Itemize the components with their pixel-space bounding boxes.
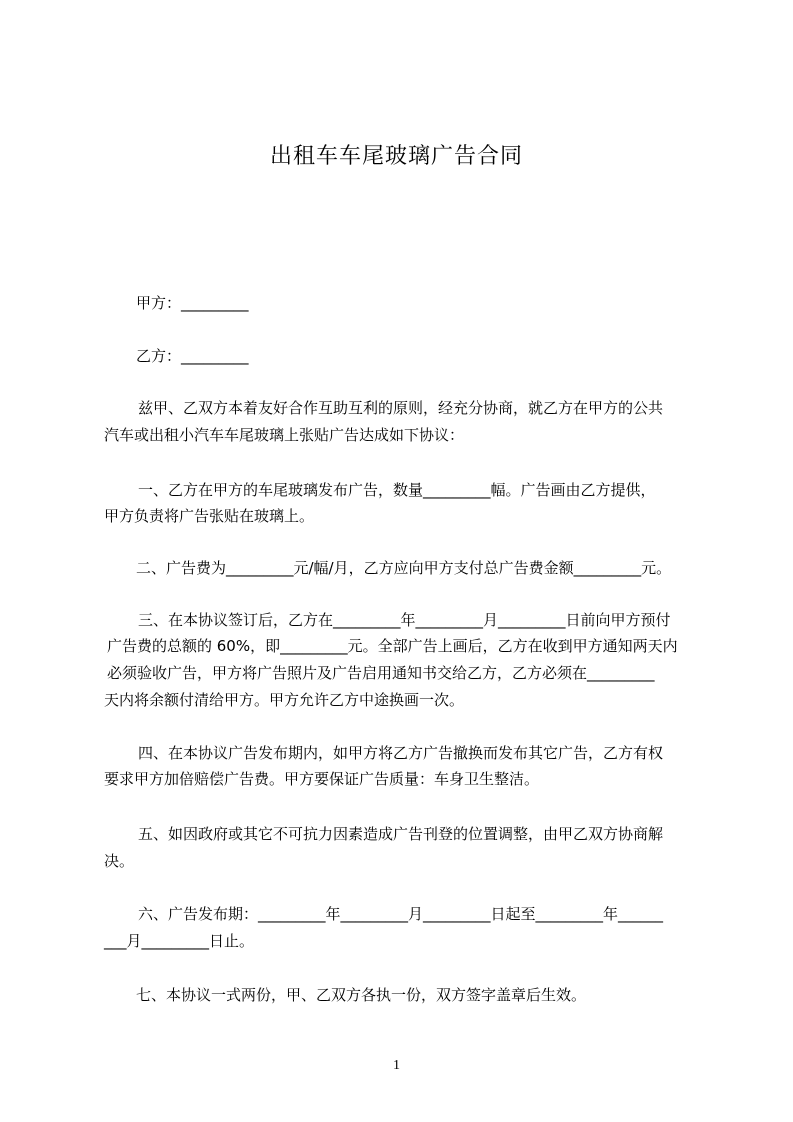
clause-3-line-2: 广告费的总额的 60%，即_________元。全部广告上画后，乙方在收到甲方通知两天内 [107,637,678,655]
clause-3-line-4: 天内将余额付清给甲方。甲方允许乙方中途换画一次。 [104,691,465,709]
party-a-line: 甲方：_________ [136,294,249,312]
document-title: 出租车车尾玻璃广告合同 [269,144,523,169]
clause-5-line-2: 决。 [104,852,135,870]
intro-line-1: 兹甲、乙双方本着友好合作互助互利的原则，经充分协商，就乙方在甲方的公共 [138,399,664,417]
page-number: 1 [393,1058,400,1073]
clause-3-line-3: 必须验收广告，甲方将广告照片及广告启用通知书交给乙方，乙方必须在_________ [107,664,655,682]
clause-2-line-1: 二、广告费为_________元/幅/月，乙方应向甲方支付总广告费金额_________元。 [136,559,672,577]
clause-3-line-1: 三、在本协议签订后，乙方在_________年_________月_________日前向甲方预付 [138,611,671,629]
intro-line-2: 汽车或出租小汽车车尾玻璃上张贴广告达成如下协议： [104,426,465,444]
party-b-line: 乙方：_________ [136,347,249,365]
clause-7-line-1: 七、本协议一式两份，甲、乙双方各执一份，双方签字盖章后生效。 [136,986,587,1004]
clause-6-line-2: ___月_________日止。 [104,932,255,950]
clause-4-line-2: 要求甲方加倍赔偿广告费。甲方要保证广告质量：车身卫生整洁。 [104,770,540,788]
clause-4-line-1: 四、在本协议广告发布期内，如甲方将乙方广告撤换而发布其它广告，乙方有权 [138,744,664,762]
clause-1-line-1: 一、乙方在甲方的车尾玻璃发布广告，数量_________幅。广告画由乙方提供， [138,481,656,499]
clause-6-line-1: 六、广告发布期：_________年_________月_________日起至_________年______ [138,905,664,923]
clause-1-line-2: 甲方负责将广告张贴在玻璃上。 [104,507,315,525]
clause-5-line-1: 五、如因政府或其它不可抗力因素造成广告刊登的位置调整，由甲乙双方协商解 [138,825,664,843]
